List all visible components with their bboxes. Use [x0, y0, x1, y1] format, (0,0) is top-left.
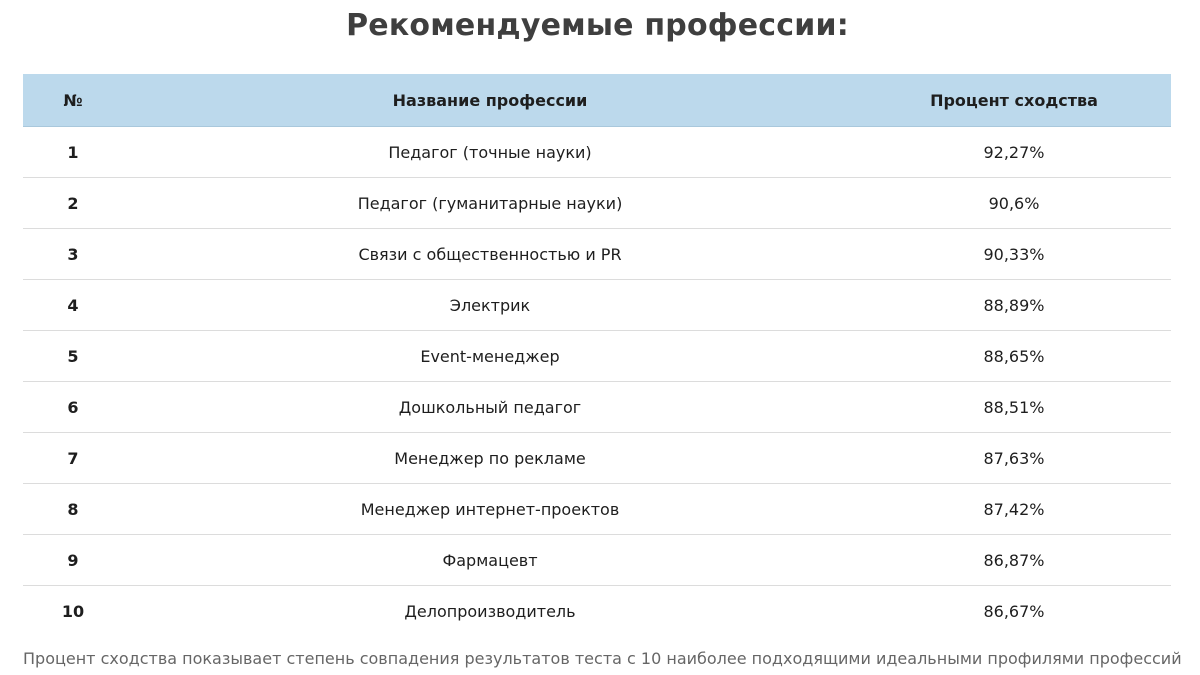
match-percent: 90,33%: [857, 229, 1171, 280]
footnote: Процент сходства показывает степень совпадения результатов теста с 10 наиболее подходящими идеальными профилями профессий: [23, 649, 1182, 668]
professions-table: [23, 74, 1171, 636]
profession-name: Менеджер по рекламе: [123, 433, 857, 484]
table-row: [23, 280, 1171, 331]
table-row: [23, 433, 1171, 484]
column-header-number: №: [23, 74, 123, 127]
row-number: 9: [23, 535, 123, 586]
table-row: [23, 382, 1171, 433]
match-percent: 88,51%: [857, 382, 1171, 433]
row-number: 8: [23, 484, 123, 535]
match-percent: 86,87%: [857, 535, 1171, 586]
page-title: Рекомендуемые профессии:: [346, 8, 849, 43]
row-number: 4: [23, 280, 123, 331]
row-number: 6: [23, 382, 123, 433]
row-number: 2: [23, 178, 123, 229]
match-percent: 92,27%: [857, 127, 1171, 178]
profession-name: Фармацевт: [123, 535, 857, 586]
match-percent: 86,67%: [983, 601, 1045, 621]
match-percent: 87,63%: [857, 433, 1171, 484]
table-row: [23, 586, 1171, 637]
table-row: [23, 535, 1171, 586]
match-percent: 90,6%: [857, 178, 1171, 229]
profession-name: Менеджер интернет-проектов: [123, 484, 857, 535]
table-row: [23, 229, 1171, 280]
table-header-row: [23, 74, 1171, 127]
row-number: 10: [61, 601, 85, 621]
row-number: 3: [23, 229, 123, 280]
column-header-profession-name: Название профессии: [123, 74, 857, 127]
profession-name: Педагог (гуманитарные науки): [123, 178, 857, 229]
table-row: [23, 178, 1171, 229]
profession-name: Делопроизводитель: [404, 601, 576, 621]
match-percent: 88,65%: [857, 331, 1171, 382]
profession-name: Педагог (точные науки): [123, 127, 857, 178]
table-row: [23, 127, 1171, 178]
profession-name: Дошкольный педагог: [123, 382, 857, 433]
row-number: 5: [23, 331, 123, 382]
profession-name: Связи с общественностью и PR: [123, 229, 857, 280]
match-percent: 87,42%: [857, 484, 1171, 535]
table-row: [23, 331, 1171, 382]
match-percent: 88,89%: [857, 280, 1171, 331]
row-number: 1: [23, 127, 123, 178]
profession-name: Электрик: [123, 280, 857, 331]
column-header-match-percent: Процент сходства: [857, 74, 1171, 127]
table-row: [23, 484, 1171, 535]
profession-name: Event-менеджер: [123, 331, 857, 382]
row-number: 7: [23, 433, 123, 484]
